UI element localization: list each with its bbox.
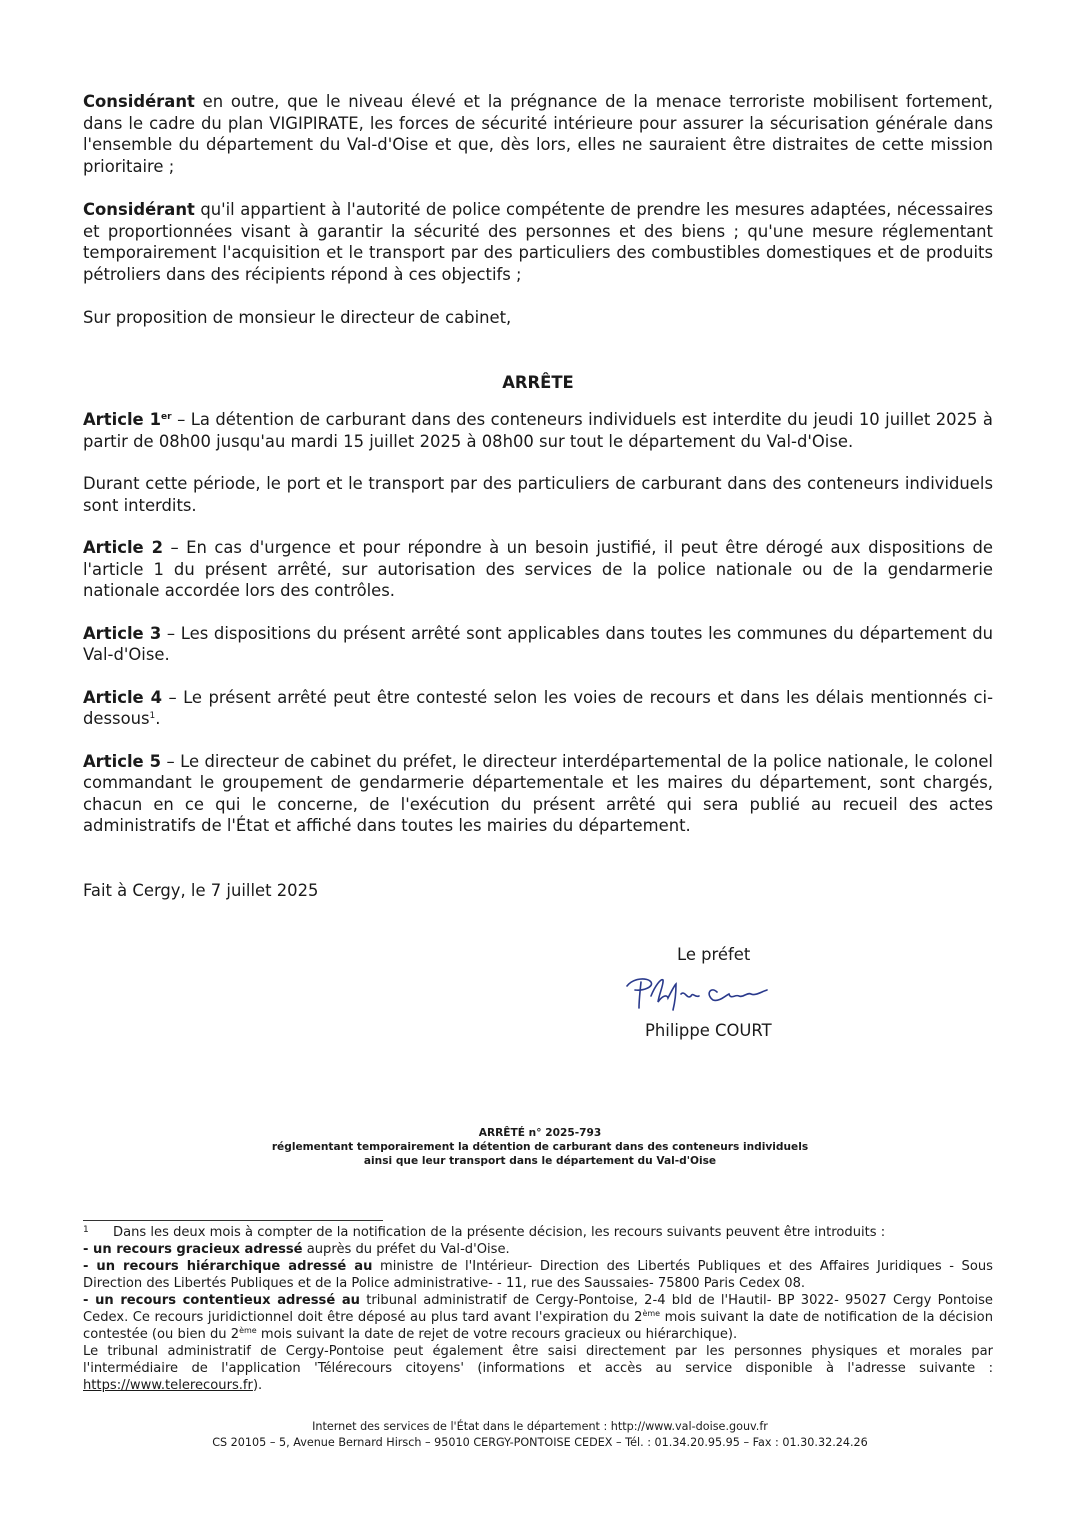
- footnote-item: [83, 1292, 993, 1343]
- footnote-item-text: mois suivant la date de notification de la décision contestée (ou bien du 2: [83, 1310, 993, 1342]
- decree-title: ARRÊTE: [502, 372, 574, 392]
- decree-number: ARRÊTÉ n° 2025-793: [478, 1127, 602, 1139]
- footnote-number: 1: [83, 1225, 89, 1235]
- article-text-tail: .: [155, 709, 161, 728]
- footnote-item: [83, 1258, 993, 1292]
- article-5: [83, 751, 993, 837]
- footnote-item-lead: - un recours gracieux adressé: [83, 1242, 303, 1257]
- place-date: Fait à Cergy, le 7 juillet 2025: [83, 880, 319, 900]
- footnote-item-lead: - un recours contentieux adressé au: [83, 1293, 361, 1308]
- article-label: Article 3: [83, 623, 162, 643]
- proposition-paragraph: Sur proposition de monsieur le directeur de cabinet,: [83, 308, 512, 327]
- footnote-item: [83, 1241, 993, 1258]
- article-text: – Les dispositions du présent arrêté sont applicables dans toutes les communes du département du Val-d'Oise.: [83, 623, 993, 664]
- footer-line: Internet des services de l'État dans le département : http://www.val-doise.gouv.fr: [312, 1420, 768, 1433]
- article-text: – En cas d'urgence et pour répondre à un besoin justifié, il peut être dérogé aux dispositions de l'article 1 du présent arrêté, sur autorisation des services de la police nationale ou de la gendarmerie nationale accordée lors des contrôles.: [83, 538, 993, 600]
- signatory-name: Philippe COURT: [645, 1021, 772, 1040]
- article-text: – Le présent arrêté peut être contesté selon les voies de recours et dans les délais mentionnés ci-dessous: [83, 687, 993, 728]
- signatory-role: Le préfet: [677, 945, 751, 964]
- article-1: [83, 409, 993, 452]
- article-text: – La détention de carburant dans des conteneurs individuels est interdite du jeudi 10 juillet 2025 à partir de 08h00 jusqu'au mardi 15 juillet 2025 à 08h00 sur tout le département du Val-d'Oise.: [83, 410, 993, 451]
- footnote-intro: [83, 1222, 993, 1241]
- article-1-continuation: Durant cette période, le port et le transport par des particuliers de carburant dans des conteneurs individuels sont interdits.: [83, 474, 993, 515]
- telerecours-link[interactable]: https://www.telerecours.fr: [83, 1378, 253, 1393]
- footnote-item-lead: - un recours hiérarchique adressé au: [83, 1259, 373, 1274]
- page-footer: [0, 1419, 1080, 1451]
- article-label: Article 4: [83, 687, 163, 707]
- article-label: Article 2: [83, 538, 164, 557]
- signature-block: [645, 944, 825, 1042]
- article-label-sup: er: [161, 412, 172, 422]
- article-label: Article 1: [83, 410, 162, 429]
- footnote-ref: 1: [149, 711, 156, 721]
- footnote: [83, 1222, 993, 1394]
- article-label: Article 5: [83, 751, 162, 771]
- decree-subject-line: réglementant temporairement la détention de carburant dans des conteneurs individuels: [271, 1141, 809, 1153]
- article-2: [83, 537, 993, 602]
- footer-line: CS 20105 – 5, Avenue Bernard Hirsch – 95010 CERGY-PONTOISE CEDEX – Tél. : 01.34.20.95.95 – Fax : 01.30.32.24.26: [212, 1436, 868, 1449]
- considerant-text: qu'il appartient à l'autorité de police compétente de prendre les mesures adaptées, nécessaires et proportionnées visant à garantir la sécurité des personnes et des biens ; qu'une mesure réglementant temporairement l'acquisition et le transport par des particuliers des combustibles domestiques et de produits pétroliers dans des récipients répond à ces objectifs ;: [83, 200, 993, 284]
- considerant-paragraph: [83, 199, 993, 285]
- article-4: [83, 687, 993, 730]
- footnote-intro-text: Dans les deux mois à compter de la notification de la présente décision, les recours suivants peuvent être introduits :: [113, 1225, 886, 1240]
- ordinal-sup: ème: [239, 1326, 257, 1335]
- decree-reference: [200, 1126, 880, 1168]
- handwritten-signature: [621, 970, 791, 1014]
- decree-subject-line: ainsi que leur transport dans le département du Val-d'Oise: [363, 1155, 717, 1167]
- footnote-telerecours: [83, 1343, 993, 1394]
- footnote-item-text: ).: [252, 1378, 263, 1393]
- document-body: [83, 91, 993, 901]
- considerant-lead: Considérant: [83, 200, 195, 219]
- footnote-separator: [83, 1220, 383, 1221]
- article-3: [83, 623, 993, 666]
- article-text: – Le directeur de cabinet du préfet, le directeur interdépartemental de la police nationale, le colonel commandant le groupement de gendarmerie départementale et les maires du département, sont chargés, chacun en ce qui le concerne, de l'exécution du présent arrêté qui sera publié au recueil des actes administratifs de l'État et affiché dans toutes les mairies du département.: [83, 751, 993, 835]
- footnote-item-text: Le tribunal administratif de Cergy-Pontoise peut également être saisi directement par les personnes physiques et morales par l'intermédiaire de l'application 'Télérecours citoyens' (informations et accès au service disponible à l'adresse suivante :: [83, 1344, 993, 1376]
- footnote-item-text: auprès du préfet du Val-d'Oise.: [302, 1242, 510, 1257]
- considerant-lead: Considérant: [83, 92, 195, 111]
- ordinal-sup: ème: [642, 1309, 661, 1318]
- considerant-paragraph: [83, 91, 993, 177]
- footnote-item-text: tribunal administratif de Cergy-Pontoise, 2-4 bld de l'Hautil- BP 3022- 95027 Cergy Pontoise Cedex. Ce recours juridictionnel doit être déposé au plus tard avant l'expiration du 2: [83, 1293, 993, 1325]
- considerant-text: en outre, que le niveau élevé et la prégnance de la menace terroriste mobilisent fortement, dans le cadre du plan VIGIPIRATE, les forces de sécurité intérieure pour assurer la sécurisation générale dans l'ensemble du département du Val-d'Oise et que, dès lors, elles ne sauraient être distraites de cette mission prioritaire ;: [83, 92, 993, 176]
- footnote-item-text: mois suivant la date de rejet de votre recours gracieux ou hiérarchique).: [256, 1327, 738, 1342]
- footnote-item-text: ministre de l'Intérieur- Direction des Libertés Publiques et des Affaires Juridiques - Sous Direction des Libertés Publiques et de la Police administrative- - 11, rue des Saussaies- 75800 Paris Cedex 08.: [83, 1259, 993, 1291]
